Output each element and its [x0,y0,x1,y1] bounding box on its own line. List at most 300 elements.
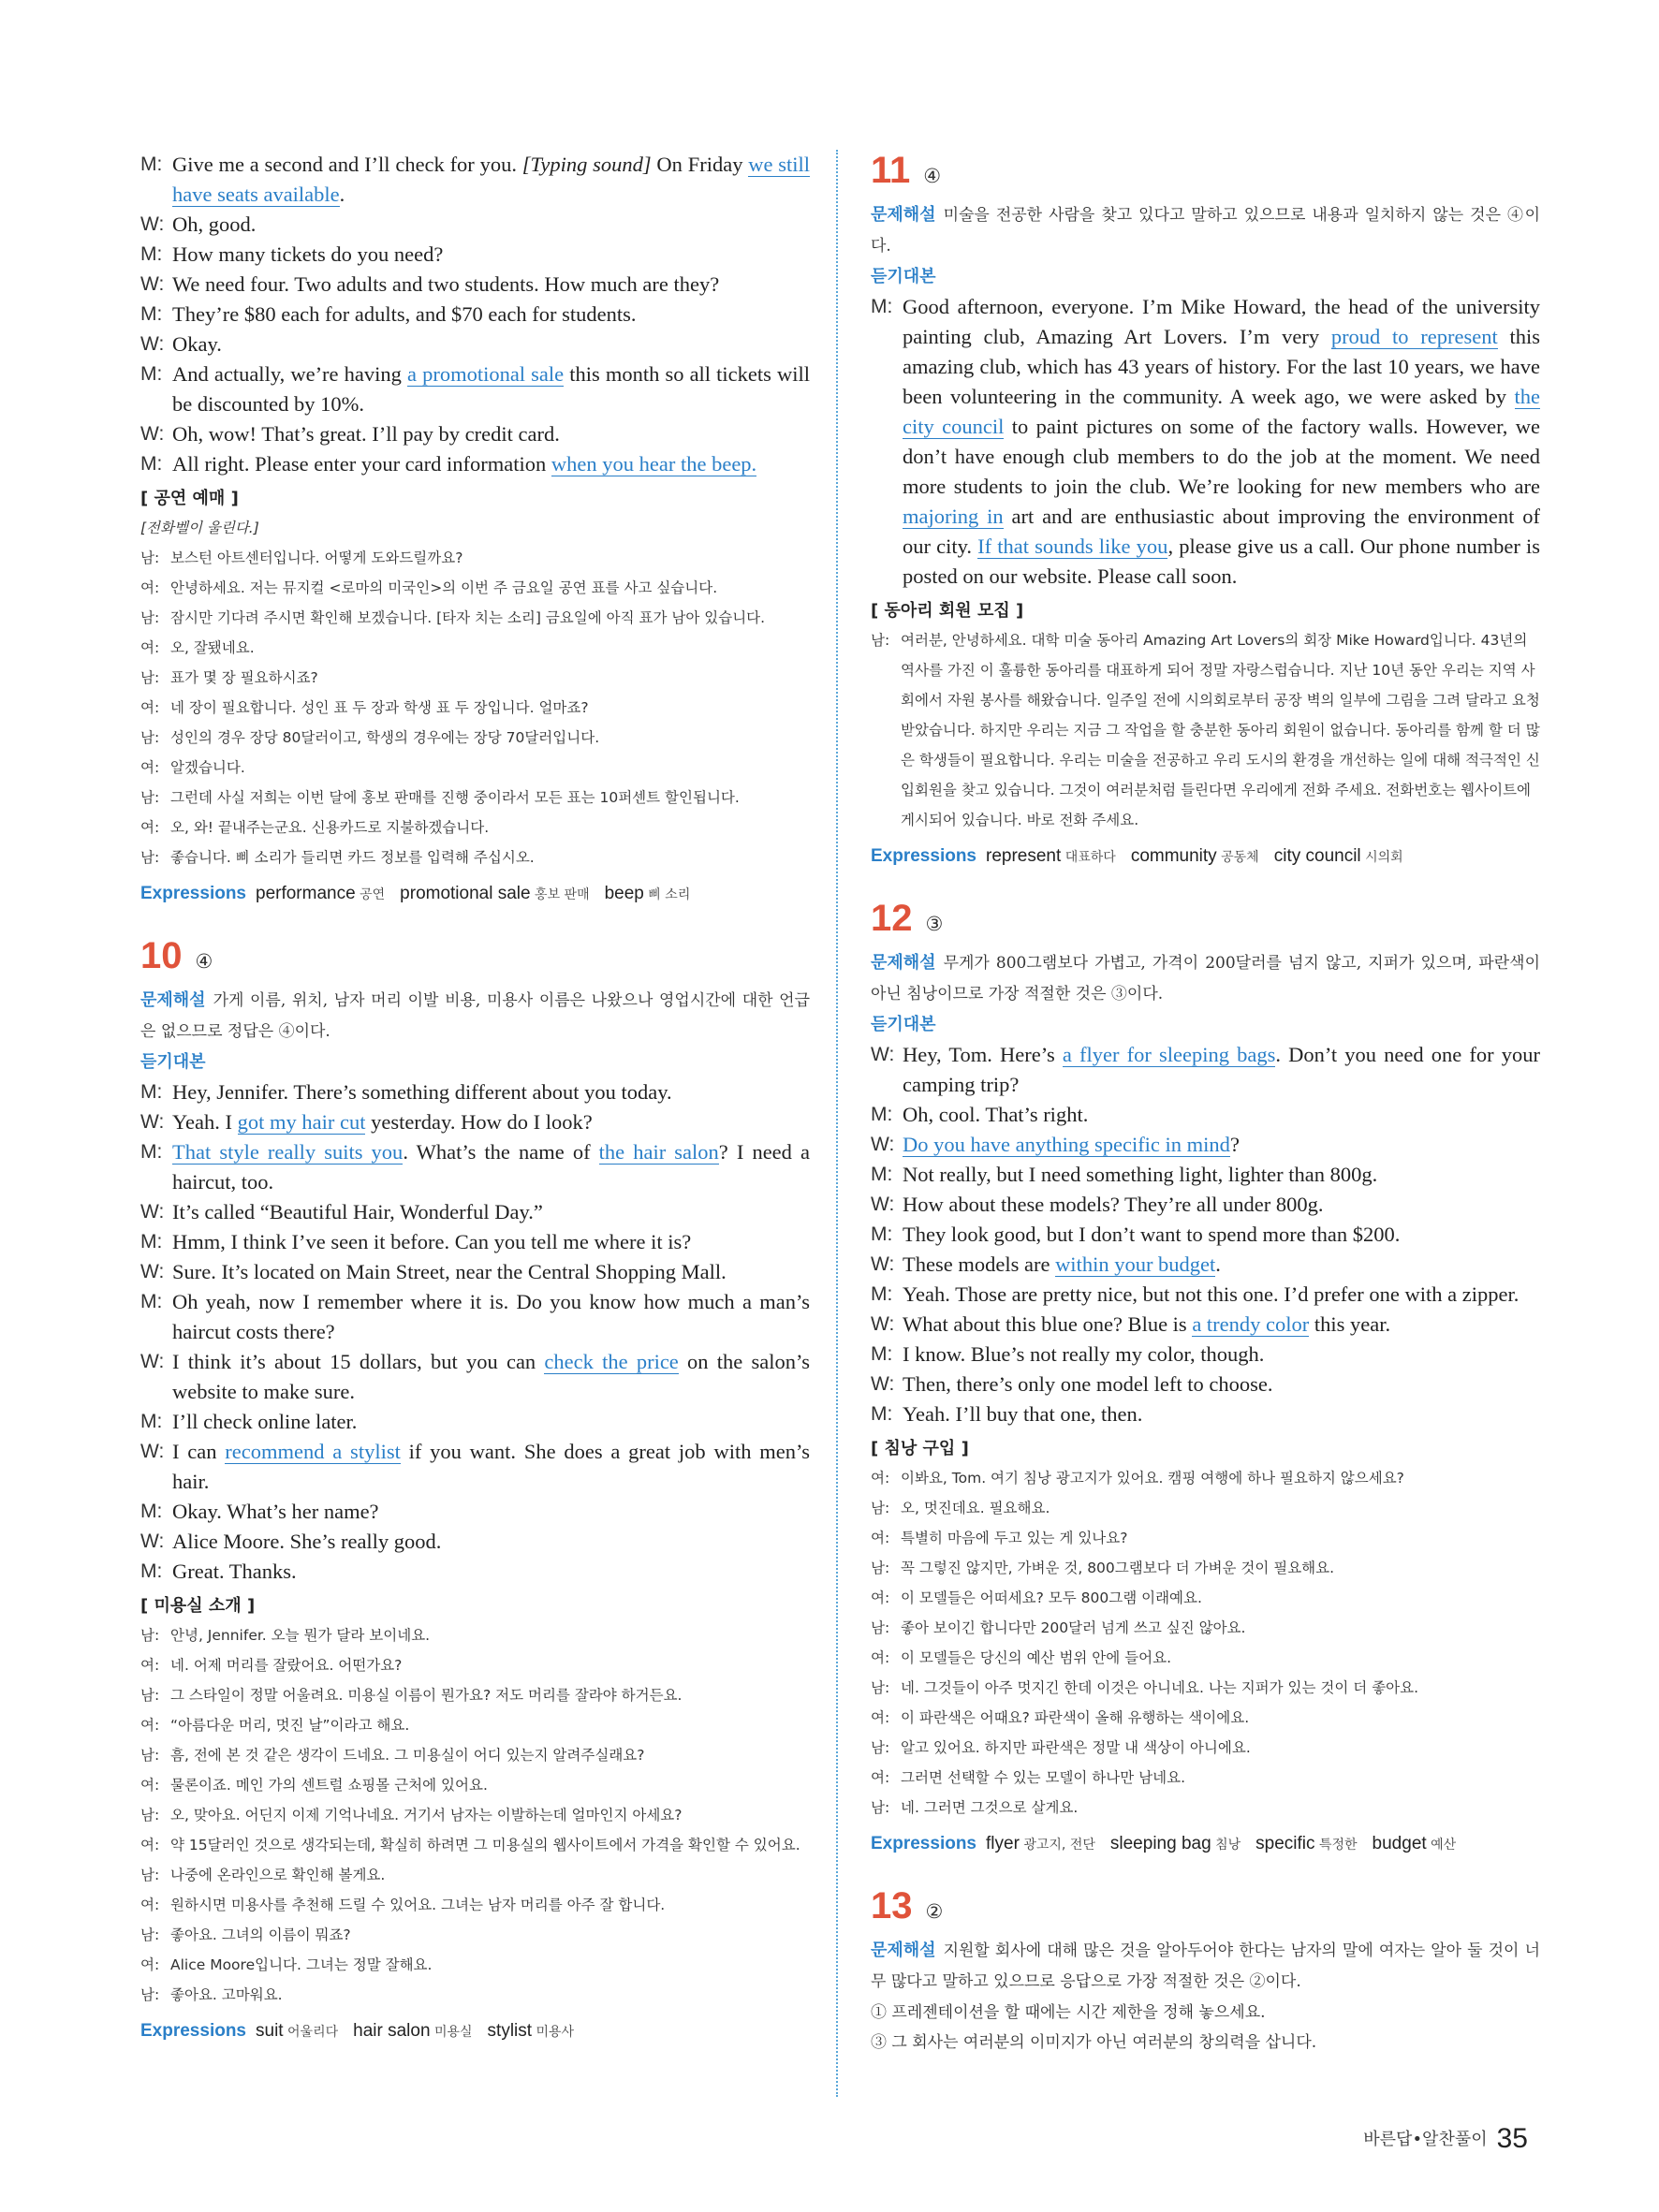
expression-item [353,2021,472,2041]
expressions-box [871,1828,1540,1861]
dialogue-line [871,1370,1540,1399]
dialogue-text [871,1370,1540,1399]
explanation-text: 지원할 회사에 대해 많은 것을 알아두어야 한다는 남자의 말에 여자는 알아 둘 것이 너무 많다고 말하고 있으므로 응답으로 가장 적절한 것은 ②이다. [871,1941,1540,1991]
question-number: 12 [871,898,913,939]
expression-item [256,884,385,903]
question-11 [871,150,1540,873]
dialogue-line [140,1347,810,1407]
text-segment: Okay. What’s her name? [172,1500,379,1523]
expression-word: performance [256,884,356,903]
explanation [140,986,810,1047]
speaker-label: M: [871,1164,893,1185]
speaker-label: M: [871,1343,893,1365]
translation-line [871,1793,1540,1823]
text-segment: on the salon’s website to make sure. [172,1350,810,1403]
translation-text: 안녕하세요. 저는 뮤지컬 <로마의 미국인>의 이번 주 금요일 공연 표를 사고 싶습니다. [170,579,718,596]
right-column [871,150,1540,2058]
key-phrase: Do you have anything specific in mind [903,1133,1230,1156]
translation-text: 네. 어제 머리를 잘랐어요. 어떤가요? [170,1657,403,1674]
key-phrase: a flyer for sleeping bags [1062,1043,1276,1066]
expression-item [400,884,589,903]
speaker-label: M: [140,1081,163,1103]
expression-meaning: 광고지, 전단 [1019,1838,1095,1853]
dialogue-line [871,1250,1540,1280]
translation-text: 나중에 온라인으로 확인해 볼게요. [170,1867,386,1883]
speaker-label: 남: [140,1986,160,2003]
translation-line [140,603,810,633]
expression-item [1255,1834,1357,1853]
text-segment: Yeah. I [172,1110,238,1134]
dialogue-line [871,1340,1540,1370]
text-segment: Sure. It’s located on Main Street, near the Central Shopping Mall. [172,1260,727,1283]
speaker-label: M: [140,1291,163,1312]
dialogue-line [871,292,1540,592]
dialogue-line [140,1227,810,1257]
speaker-label: 남: [140,1687,160,1704]
text-segment: yesterday. How do I look? [365,1110,593,1134]
dialogue-line [140,270,810,300]
text-segment: Give me a second and I’ll check for you. [172,153,522,176]
speaker-label: M: [871,1283,893,1305]
text-segment: I’ll check online later. [172,1410,358,1433]
expressions-label: Expressions [871,1834,976,1853]
expression-meaning: 홍보 판매 [530,887,590,902]
expression-word: sleeping bag [1109,1834,1211,1853]
dialogue-line [871,1190,1540,1220]
translation-text: 약 15달러인 것으로 생각되는데, 확실히 하려면 그 미용실의 웹사이트에서 가격을 확인할 수 있어요. [170,1837,800,1853]
text-segment: I think it’s about 15 dollars, but you can [172,1350,545,1373]
text-segment: . What’s the name of [403,1140,599,1164]
explanation-label: 문제해설 [140,990,206,1010]
dialogue-text [140,330,810,359]
translation-text: 오, 맞아요. 어딘지 이제 기억나네요. 거기서 남자는 이발하는데 얼마인지 아세요? [170,1807,683,1824]
translation-line [140,1650,810,1680]
dialogue-text [871,1190,1540,1220]
question-number: 11 [871,150,911,191]
speaker-label: 남: [871,1619,890,1636]
speaker-label: 남: [871,632,890,649]
dialogue-text [871,1220,1540,1250]
page-number: 35 [1496,2123,1528,2154]
question-header [140,935,810,986]
dialogue-text [871,1310,1540,1340]
key-phrase: we still have seats available [172,153,810,206]
dialogue-line [140,240,810,270]
dialogue-line [140,150,810,210]
dialogue-line [871,1100,1540,1130]
dialogue-line [140,1527,810,1557]
speaker-label: 여: [871,1589,890,1606]
translation-text: 그 스타일이 정말 어울려요. 미용실 이름이 뭔가요? 저도 머리를 잘라야 하거든요. [170,1687,683,1704]
speaker-label: M: [140,1411,163,1432]
text-segment: These models are [903,1252,1056,1276]
key-phrase: got my hair cut [237,1110,366,1134]
expression-meaning: 공동체 [1216,850,1259,865]
speaker-label: 남: [140,549,160,566]
text-segment: Oh, wow! That’s great. I’ll pay by credit card. [172,422,560,446]
key-phrase: a promotional sale [406,362,565,386]
expression-word: hair salon [353,2021,431,2041]
dialogue-text [871,1040,1540,1100]
dialogue-text [140,1287,810,1347]
text-segment: Hey, Jennifer. There’s something different about you today. [172,1080,672,1104]
expressions-box [871,841,1540,873]
translation-line [140,1740,810,1770]
speaker-label: 여: [140,1657,160,1674]
translation-line [140,543,810,573]
translation-line [140,663,810,693]
dialogue-text [140,1527,810,1557]
dialogue-text [871,1160,1540,1190]
expressions-box [140,878,810,911]
expression-item [1373,1834,1457,1853]
speaker-label: 여: [871,1769,890,1786]
expressions-label: Expressions [140,884,246,903]
translation-line [140,723,810,753]
text-segment: if you want. She does a great job with men’s hair. [172,1440,810,1493]
dialogue-line [140,1107,810,1137]
translation-line [871,1583,1540,1613]
translation-text: 이봐요, Tom. 여기 침낭 광고지가 있어요. 캠핑 여행에 하나 필요하지 않으세요? [901,1470,1404,1487]
explanation [871,948,1540,1010]
translation-line [140,783,810,813]
dialogue-text [140,449,810,479]
expression-word: promotional sale [400,884,531,903]
dialogue-line [140,1437,810,1497]
key-phrase: majoring in [903,505,1004,528]
text-segment: this year. [1309,1312,1391,1336]
expressions-box [140,2015,810,2048]
translation-text: 좋습니다. 삐 소리가 들리면 카드 정보를 입력해 주십시오. [170,849,535,866]
dialogue-line [871,1399,1540,1429]
speaker-label: W: [140,423,165,445]
text-segment: Oh, good. [172,212,257,236]
speaker-label: 여: [140,1956,160,1973]
dialogue [871,292,1540,592]
expression-meaning: 예산 [1426,1838,1457,1853]
text-segment: Okay. [172,332,222,356]
question-header [871,150,1540,200]
explanation-text: 미술을 전공한 사람을 찾고 있다고 말하고 있으므로 내용과 일치하지 않는 것은 ④이다. [871,206,1540,256]
speaker-label: M: [140,1560,163,1582]
speaker-label: 남: [140,669,160,686]
dialogue-line [871,1040,1540,1100]
translation-line [871,625,1540,835]
dialogue-text [871,1280,1540,1310]
translation-text: 오, 와! 끝내주는군요. 신용카드로 지불하겠습니다. [170,819,490,836]
question-10 [140,935,810,2048]
speaker-label: 남: [140,1807,160,1824]
dialogue-line [140,1197,810,1227]
script-label: 듣기대본 [871,267,936,286]
explanation-text: 무게가 800그램보다 가볍고, 가격이 200달러를 넘지 않고, 지퍼가 있으며, 파란색이 아닌 침낭이므로 가장 적절한 것은 ③이다. [871,954,1540,1003]
expression-item [256,2021,338,2041]
script-label: 듣기대본 [140,1052,206,1072]
dialogue-line [871,1310,1540,1340]
dialogue-line [871,1280,1540,1310]
expression-word: stylist [487,2021,533,2041]
speaker-label: 남: [140,1926,160,1943]
speaker-label: W: [871,1373,895,1395]
speaker-label: M: [871,1104,893,1125]
text-segment: I can [172,1440,226,1463]
answer-mark: ③ [925,913,944,935]
korean-translation [871,625,1540,835]
column-divider [836,150,838,2097]
speaker-label: W: [140,333,165,355]
dialogue-line [140,1257,810,1287]
speaker-label: 남: [871,1560,890,1576]
translation-line [871,1703,1540,1733]
dialogue-text [140,270,810,300]
translation-line [140,1860,810,1890]
speaker-label: W: [140,1441,165,1462]
answer-mark: ④ [923,165,942,187]
text-segment: All right. Please enter your card information [172,452,551,476]
dialogue-line [871,1130,1540,1160]
dialogue-text [871,1340,1540,1370]
speaker-label: 여: [140,639,160,656]
translation-line [140,753,810,783]
footer-label: 바른답•알찬풀이 [1363,2130,1488,2149]
translation-text: 좋아요. 그녀의 이름이 뭐죠? [170,1926,351,1943]
translation-line [140,1620,810,1650]
translation-text: 잠시만 기다려 주시면 확인해 보겠습니다. [타자 치는 소리] 금요일에 아직 표가 남아 있습니다. [170,609,766,626]
speaker-label: 여: [140,1837,160,1853]
dialogue-line [140,1137,810,1197]
key-phrase: proud to represent [1330,325,1498,348]
translation-line [140,1710,810,1740]
text-segment: Good afternoon, everyone. I’m Mike Howard, the head of the university painting club, Amazing Art Lovers. I’m very [903,295,1540,348]
translation-text: 성인의 경우 장당 80달러이고, 학생의 경우에는 장당 70달러입니다. [170,729,600,746]
translation-text: 특별히 마음에 두고 있는 게 있나요? [901,1530,1128,1546]
translation-text: “아름다운 머리, 멋진 날”이라고 해요. [170,1717,410,1734]
translation-line [140,1830,810,1860]
dialogue [140,1077,810,1587]
expression-word: specific [1255,1834,1315,1853]
dialogue-text [140,240,810,270]
expressions-label: Expressions [871,846,976,866]
expression-item [1131,846,1259,866]
speaker-label: M: [140,303,163,325]
translation-line [871,1673,1540,1703]
speaker-label: M: [140,1501,163,1522]
explanation [871,200,1540,262]
translation-text: 그러면 선택할 수 있는 모델이 하나만 남네요. [901,1769,1186,1786]
dialogue-line [140,300,810,330]
page-footer [1363,2123,1528,2155]
translation-line [871,1643,1540,1673]
expression-meaning: 미용사 [532,2025,575,2040]
translation-text: 오, 멋진데요. 필요해요. [901,1500,1050,1516]
dialogue-text [140,300,810,330]
speaker-label: W: [140,213,165,235]
speaker-label: 여: [140,1717,160,1734]
dialogue-line [140,1407,810,1437]
option-wrong-3: ③ 그 회사는 여러분의 이미지가 아닌 여러분의 창의력을 삽니다. [871,2033,1317,2052]
speaker-label: M: [871,1223,893,1245]
left-column [140,150,810,2048]
speaker-label: W: [871,1313,895,1335]
text-segment: ? [1229,1133,1240,1156]
key-phrase: the hair salon [598,1140,719,1164]
expression-meaning: 시의회 [1360,850,1403,865]
translation-text: Alice Moore입니다. 그녀는 정말 잘해요. [170,1956,433,1973]
expression-meaning: 어울리다 [283,2025,339,2040]
text-segment: They’re $80 each for adults, and $70 each for students. [172,302,637,326]
question-header [871,1885,1540,1936]
translation-text: 표가 몇 장 필요하시죠? [170,669,318,686]
dialogue-text [140,210,810,240]
speaker-label: 여: [140,699,160,716]
explanation-label: 문제해설 [871,205,936,225]
speaker-label: M: [140,1231,163,1252]
key-phrase: when you hear the beep. [551,452,757,476]
translation-text: 네. 그러면 그것으로 살게요. [901,1799,1079,1816]
text-segment: this amazing club, which has 43 years of history. For the last 10 years, we have been volunteering in the community. A week ago, we were asked by [903,325,1540,408]
dialogue-text [871,1100,1540,1130]
dialogue-text [140,1437,810,1497]
explanation-text: 가게 이름, 위치, 남자 머리 이발 비용, 미용사 이름은 나왔으나 영업시간에 대한 언급은 없으므로 정답은 ④이다. [140,991,810,1041]
translation-text: 여러분, 안녕하세요. 대학 미술 동아리 Amazing Art Lovers의 회장 Mike Howard입니다. 43년의 역사를 가진 이 훌륭한 동아리를 대표하게 되어 정말 자랑스럽습니다. 지난 10년 동안 우리는 지역 사회에서 자원 봉사를 해왔습니다. 일주일 전에 시의회로부터 공장 벽의 일부에 그림을 그려 달라고 요청받았습니다. 하지만 우리는 지금 그 작업을 할 충분한 동아리 회원이 없습니다. 동아리를 함께 할 더 많은 학생들이 필요합니다. 우리는 미술을 전공하고 우리 도시의 환경을 개선하는 일에 대해 적극적인 신입회원을 찾고 있습니다. 그것이 여러분처럼 들린다면 우리에게 전화 주세요. 전화번호는 웹사이트에 게시되어 있습니다. 바로 전화 주세요. [901,632,1540,828]
translation-text: 알고 있어요. 하지만 파란색은 정말 내 색상이 아니에요. [901,1739,1251,1756]
translation-line [871,1523,1540,1553]
script-label: 듣기대본 [871,1015,936,1034]
speaker-label: 남: [140,1627,160,1644]
text-segment: . [339,183,345,206]
translation-text: 그런데 사실 저희는 이번 달에 홍보 판매를 진행 중이라서 모든 표는 10퍼센트 할인됩니다. [170,789,740,806]
dialogue-text [871,1250,1540,1280]
translation-text: 이 모델들은 당신의 예산 범위 안에 들어요. [901,1649,1172,1666]
speaker-label: 남: [140,849,160,866]
dialogue-line [871,1160,1540,1190]
key-phrase: If that sounds like you [977,535,1168,558]
expression-word: budget [1372,1834,1427,1853]
speaker-label: 여: [140,1777,160,1794]
text-segment: Then, there’s only one model left to choose. [903,1372,1273,1396]
dialogue-text [871,1130,1540,1160]
key-phrase: That style really suits you [172,1140,404,1164]
expression-item [986,846,1116,866]
speaker-label: 남: [871,1679,890,1696]
dialogue-text [140,1077,810,1107]
dialogue-line [871,1220,1540,1250]
text-segment: . [1215,1252,1221,1276]
text-segment: [Typing sound] [521,153,652,176]
speaker-label: M: [140,243,163,265]
dialogue [871,1040,1540,1429]
text-segment: ? I need a haircut, too. [172,1140,810,1194]
dialogue-text [140,1497,810,1527]
speaker-label: M: [140,453,163,475]
expression-word: city council [1273,846,1361,866]
translation-text: 보스턴 아트센터입니다. 어떻게 도와드릴까요? [170,549,463,566]
korean-translation-title: [ 침낭 구입 ] [871,1439,969,1458]
translation-text: 안녕, Jennifer. 오늘 뭔가 달라 보이네요. [170,1627,431,1644]
expression-word: community [1130,846,1217,866]
dialogue-text [140,1197,810,1227]
text-segment: Alice Moore. She’s really good. [172,1530,442,1553]
text-segment: to paint pictures on some of the factory walls. However, we don’t have enough club members to do the job at the moment. We need more students to join the club. We’re looking for new members who are [903,415,1540,498]
dialogue-line [140,1557,810,1587]
speaker-label: 남: [140,789,160,806]
speaker-label: 남: [140,609,160,626]
dialogue-text [871,292,1540,592]
speaker-label: M: [140,1141,163,1163]
expression-word: beep [604,884,644,903]
question-13 [871,1885,1540,2058]
translation-line [140,693,810,723]
dialogue-line [140,1497,810,1527]
key-phrase: a trendy color [1192,1312,1310,1336]
expressions-label: Expressions [140,2021,246,2041]
text-segment: How about these models? They’re all under 800g. [903,1193,1324,1216]
expression-item [605,884,691,903]
text-segment: They look good, but I don’t want to spend more than $200. [903,1223,1401,1246]
dialogue-line [140,1287,810,1347]
speaker-label: 남: [140,1747,160,1764]
answer-mark: ② [925,1900,944,1923]
translation-line [140,573,810,603]
text-segment: this month so all tickets will be discounted by 10%. [172,362,810,416]
translation-text: 원하시면 미용사를 추천해 드릴 수 있어요. 그녀는 남자 머리를 아주 잘 합니다. [170,1897,666,1913]
speaker-label: W: [140,1261,165,1282]
korean-translation [140,513,810,872]
translation-text: 물론이죠. 메인 가의 센트럴 쇼핑몰 근처에 있어요. [170,1777,488,1794]
explanation-label: 문제해설 [871,953,936,973]
text-segment: Great. Thanks. [172,1560,297,1583]
question-number: 10 [140,935,183,976]
text-segment: And actually, we’re having [172,362,407,386]
text-segment: How many tickets do you need? [172,242,444,266]
korean-translation-title: [ 동아리 회원 모집 ] [871,601,1024,621]
dialogue-continued [140,150,810,479]
translation-line [140,1980,810,2010]
speaker-label: W: [140,1111,165,1133]
translation-text: 네. 그것들이 아주 멋지긴 한데 이것은 아니네요. 나는 지퍼가 있는 것이 더 좋아요. [901,1679,1419,1696]
speaker-label: 여: [871,1649,890,1666]
dialogue-line [140,449,810,479]
translation-line [140,813,810,842]
dialogue-line [140,1077,810,1107]
translation-text: [전화벨이 울린다.] [140,520,259,536]
expression-item [488,2021,575,2041]
dialogue-line [140,359,810,419]
translation-line [140,633,810,663]
key-phrase: the city council [903,385,1540,438]
speaker-label: 여: [140,759,160,776]
korean-translation-title: [ 미용실 소개 ] [140,1596,256,1616]
text-segment: Oh, cool. That’s right. [903,1103,1089,1126]
speaker-label: M: [140,154,163,175]
speaker-label: M: [871,296,893,317]
dialogue-text [140,1257,810,1287]
speaker-label: W: [871,1134,895,1155]
speaker-label: 여: [871,1530,890,1546]
text-segment: Yeah. Those are pretty nice, but not this one. I’d prefer one with a zipper. [903,1282,1520,1306]
translation-line [871,1553,1540,1583]
expression-meaning: 공연 [355,887,386,902]
translation-text: 좋아 보이긴 합니다만 200달러 넘게 쓰고 싶진 않아요. [901,1619,1246,1636]
expression-meaning: 미용실 [430,2025,473,2040]
speaker-label: W: [871,1044,895,1065]
translation-line [140,1770,810,1800]
dialogue-text [140,1407,810,1437]
korean-translation-title: [ 공연 예매 ] [140,489,239,508]
text-segment: What about this blue one? Blue is [903,1312,1193,1336]
explanation [871,1936,1540,1998]
text-segment: We need four. Two adults and two students. How much are they? [172,272,720,296]
